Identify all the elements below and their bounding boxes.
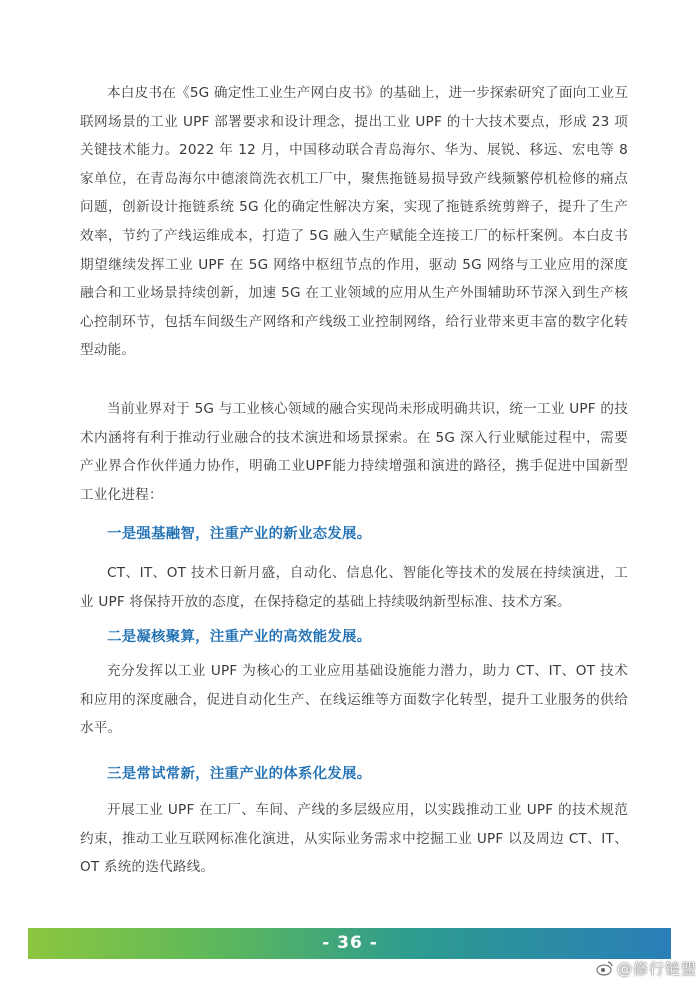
weibo-icon (596, 959, 614, 977)
body-paragraph-3: CT、IT、OT 技术日新月盛，自动化、信息化、智能化等技术的发展在持续演进，工业 UPF 将保持开放的态度，在保持稳定的基础上持续吸纳新型标准、技术方案。 (80, 565, 628, 610)
body-paragraph-5: 开展工业 UPF 在工厂、车间、产线的多层级应用，以实践推动工业 UPF 的技术规范约束，推动工业互联网标准化演进，从实际业务需求中挖掘工业 UPF 以及周边 CT、IT、OT 系统的迭代路线。 (80, 802, 628, 876)
page-number: - 36 - (322, 933, 378, 953)
watermark (596, 950, 696, 986)
section-heading-2: 二是凝核聚算，注重产业的高效能发展。 (107, 629, 372, 645)
section-heading-1: 一是强基融智，注重产业的新业态发展。 (107, 526, 372, 542)
body-paragraph-4: 充分发挥以工业 UPF 为核心的工业应用基础设施能力潜力，助力 CT、IT、OT 技术和应用的深度融合，促进自动化生产、在线运维等方面数字化转型，提升工业服务的供给水平。 (80, 663, 628, 737)
body-paragraph-2: 当前业界对于 5G 与工业核心领域的融合实现尚未形成明确共识，统一工业 UPF 的技术内涵将有利于推动行业融合的技术演进和场景探索。在 5G 深入行业赋能过程中，需要产业界合作伙伴通力协作，明确工业UPF能力持续增强和演进的路径，携手促进中国新型工业化进程： (80, 401, 628, 503)
watermark-text: @修行链盟 (617, 959, 698, 978)
section-heading-3: 三是常试常新，注重产业的体系化发展。 (107, 766, 372, 782)
body-paragraph-1: 本白皮书在《5G 确定性工业生产网白皮书》的基础上，进一步探索研究了面向工业互联网场景的工业 UPF 部署要求和设计理念，提出工业 UPF 的十大技术要点，形成 23 项关键技术能力。2022 年 12 月，中国移动联合青岛海尔、华为、展锐、移远、宏电等 8 家单位，在青岛海尔中德滚筒洗衣机工厂中，聚焦拖链易损导致产线频繁停机检修的痛点问题，创新设计拖链系统 5G 化的确定性解决方案，实现了拖链系统剪辫子，提升了生产效率，节约了产线运维成本，打造了 5G 融入生产赋能全连接工厂的标杆案例。本白皮书期望继续发挥工业 UPF 在 5G 网络中枢纽节点的作用，驱动 5G 网络与工业应用的深度融合和工业场景持续创新，加速 5G 在工业领域的应用从生产外围辅助环节深入到生产核心控制环节，包括车间级生产网络和产线级工业控制网络，给行业带来更丰富的数字化转型动能。 (80, 85, 628, 359)
